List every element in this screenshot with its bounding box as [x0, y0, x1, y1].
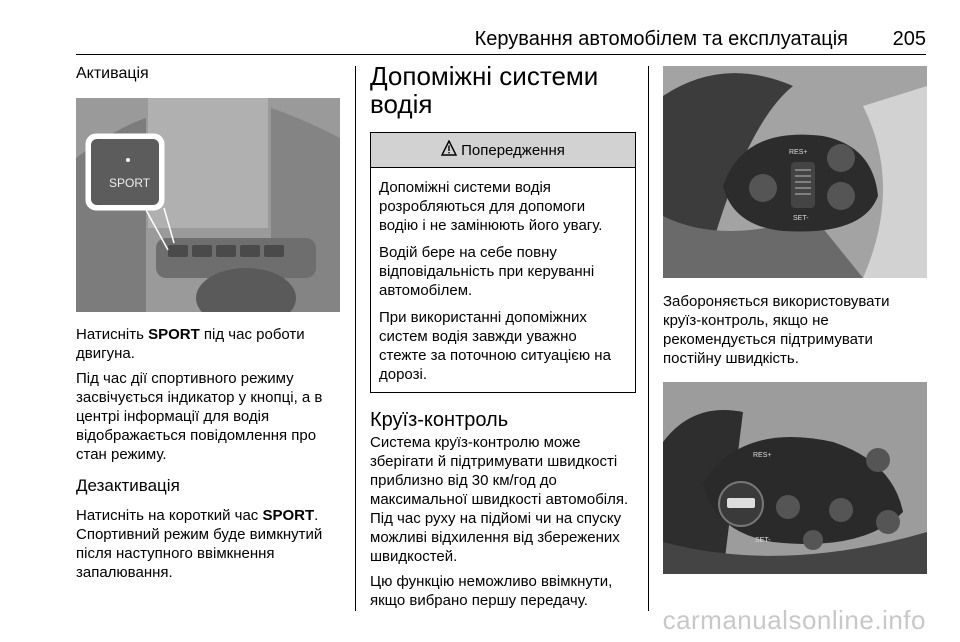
- header-rule: [76, 54, 926, 55]
- steering-wheel-figure-2: [663, 382, 927, 574]
- watermark: carmanualsonline.info: [662, 605, 926, 635]
- text-fragment: Натисніть на короткий час: [76, 507, 263, 524]
- column-left: [76, 62, 342, 582]
- paragraph-sport-indicator: Під час дії спортивного режиму засвічується індикатор у кнопці, а в центрі інформації для водія відображається повідомлення про стан режиму.: [76, 370, 323, 463]
- warning-header: [371, 133, 635, 168]
- text-fragment: . Спортивний режим буде вимкнутий після наступного ввімкнення запалювання.: [76, 507, 323, 581]
- res-label: RES+: [753, 452, 772, 459]
- sport-keyword: SPORT: [262, 507, 315, 524]
- warning-paragraph: Водій бере на себе повну відповідальність при керуванні автомобілем.: [379, 244, 595, 299]
- column-divider: [355, 66, 356, 611]
- set-label: SET-: [755, 537, 771, 544]
- sport-keyword: SPORT: [148, 326, 200, 343]
- text-fragment: Натисніть: [76, 326, 149, 343]
- paragraph-press-sport: [76, 325, 342, 363]
- paragraph-deactivate-sport: [76, 506, 342, 582]
- section-heading-deactivation: Дезактивація: [76, 476, 180, 495]
- warning-paragraph: При використанні допоміжних систем водія завжди уважно стежте за поточною ситуацією на дорозі.: [379, 309, 611, 383]
- column-right: [663, 62, 927, 574]
- page-number: 205: [892, 28, 926, 50]
- text-fragment: під час роботи двигуна.: [76, 326, 305, 362]
- sport-button-label: SPORT: [109, 176, 151, 190]
- warning-box: [370, 132, 636, 393]
- res-label: RES+: [789, 149, 808, 156]
- warning-title: Попередження: [461, 141, 565, 159]
- section-heading-driver-assistance: Допоміжні системи водія: [370, 61, 599, 119]
- warning-icon: [441, 140, 457, 160]
- steering-wheel-figure-1: [663, 66, 927, 278]
- section-heading-activation: Активація: [76, 65, 149, 82]
- console-illustration: [76, 98, 340, 312]
- set-label: SET-: [793, 215, 809, 222]
- column-middle: [370, 62, 636, 610]
- column-divider: [648, 66, 649, 611]
- warning-body: [371, 168, 635, 392]
- paragraph-cruise-description: Система круїз-контролю може зберігати й підтримувати швидкості приблизно від 30 км/год до максимальної швидкості автомобіля. Під час руху на підйомі чи на спуску можливі відхилення від збережених швидкостей.: [370, 434, 629, 565]
- sport-button-figure: [76, 98, 340, 312]
- warning-paragraph: Допоміжні системи водія розробляються для допомоги водію і не замінюють його увагу.: [379, 179, 603, 234]
- running-header-title: Керування автомобілем та експлуатація: [474, 28, 848, 50]
- section-heading-cruise-control: Круїз-контроль: [370, 409, 509, 431]
- steering-wheel-controls-illustration: [663, 382, 927, 574]
- paragraph-cruise-first-gear: Цю функцію неможливо ввімкнути, якщо вибрано першу передачу.: [370, 573, 613, 609]
- steering-wheel-controls-illustration: [663, 66, 927, 278]
- paragraph-cruise-warning: Забороняється використовувати круїз-контроль, якщо не рекомендується підтримувати постійну швидкість.: [663, 293, 890, 367]
